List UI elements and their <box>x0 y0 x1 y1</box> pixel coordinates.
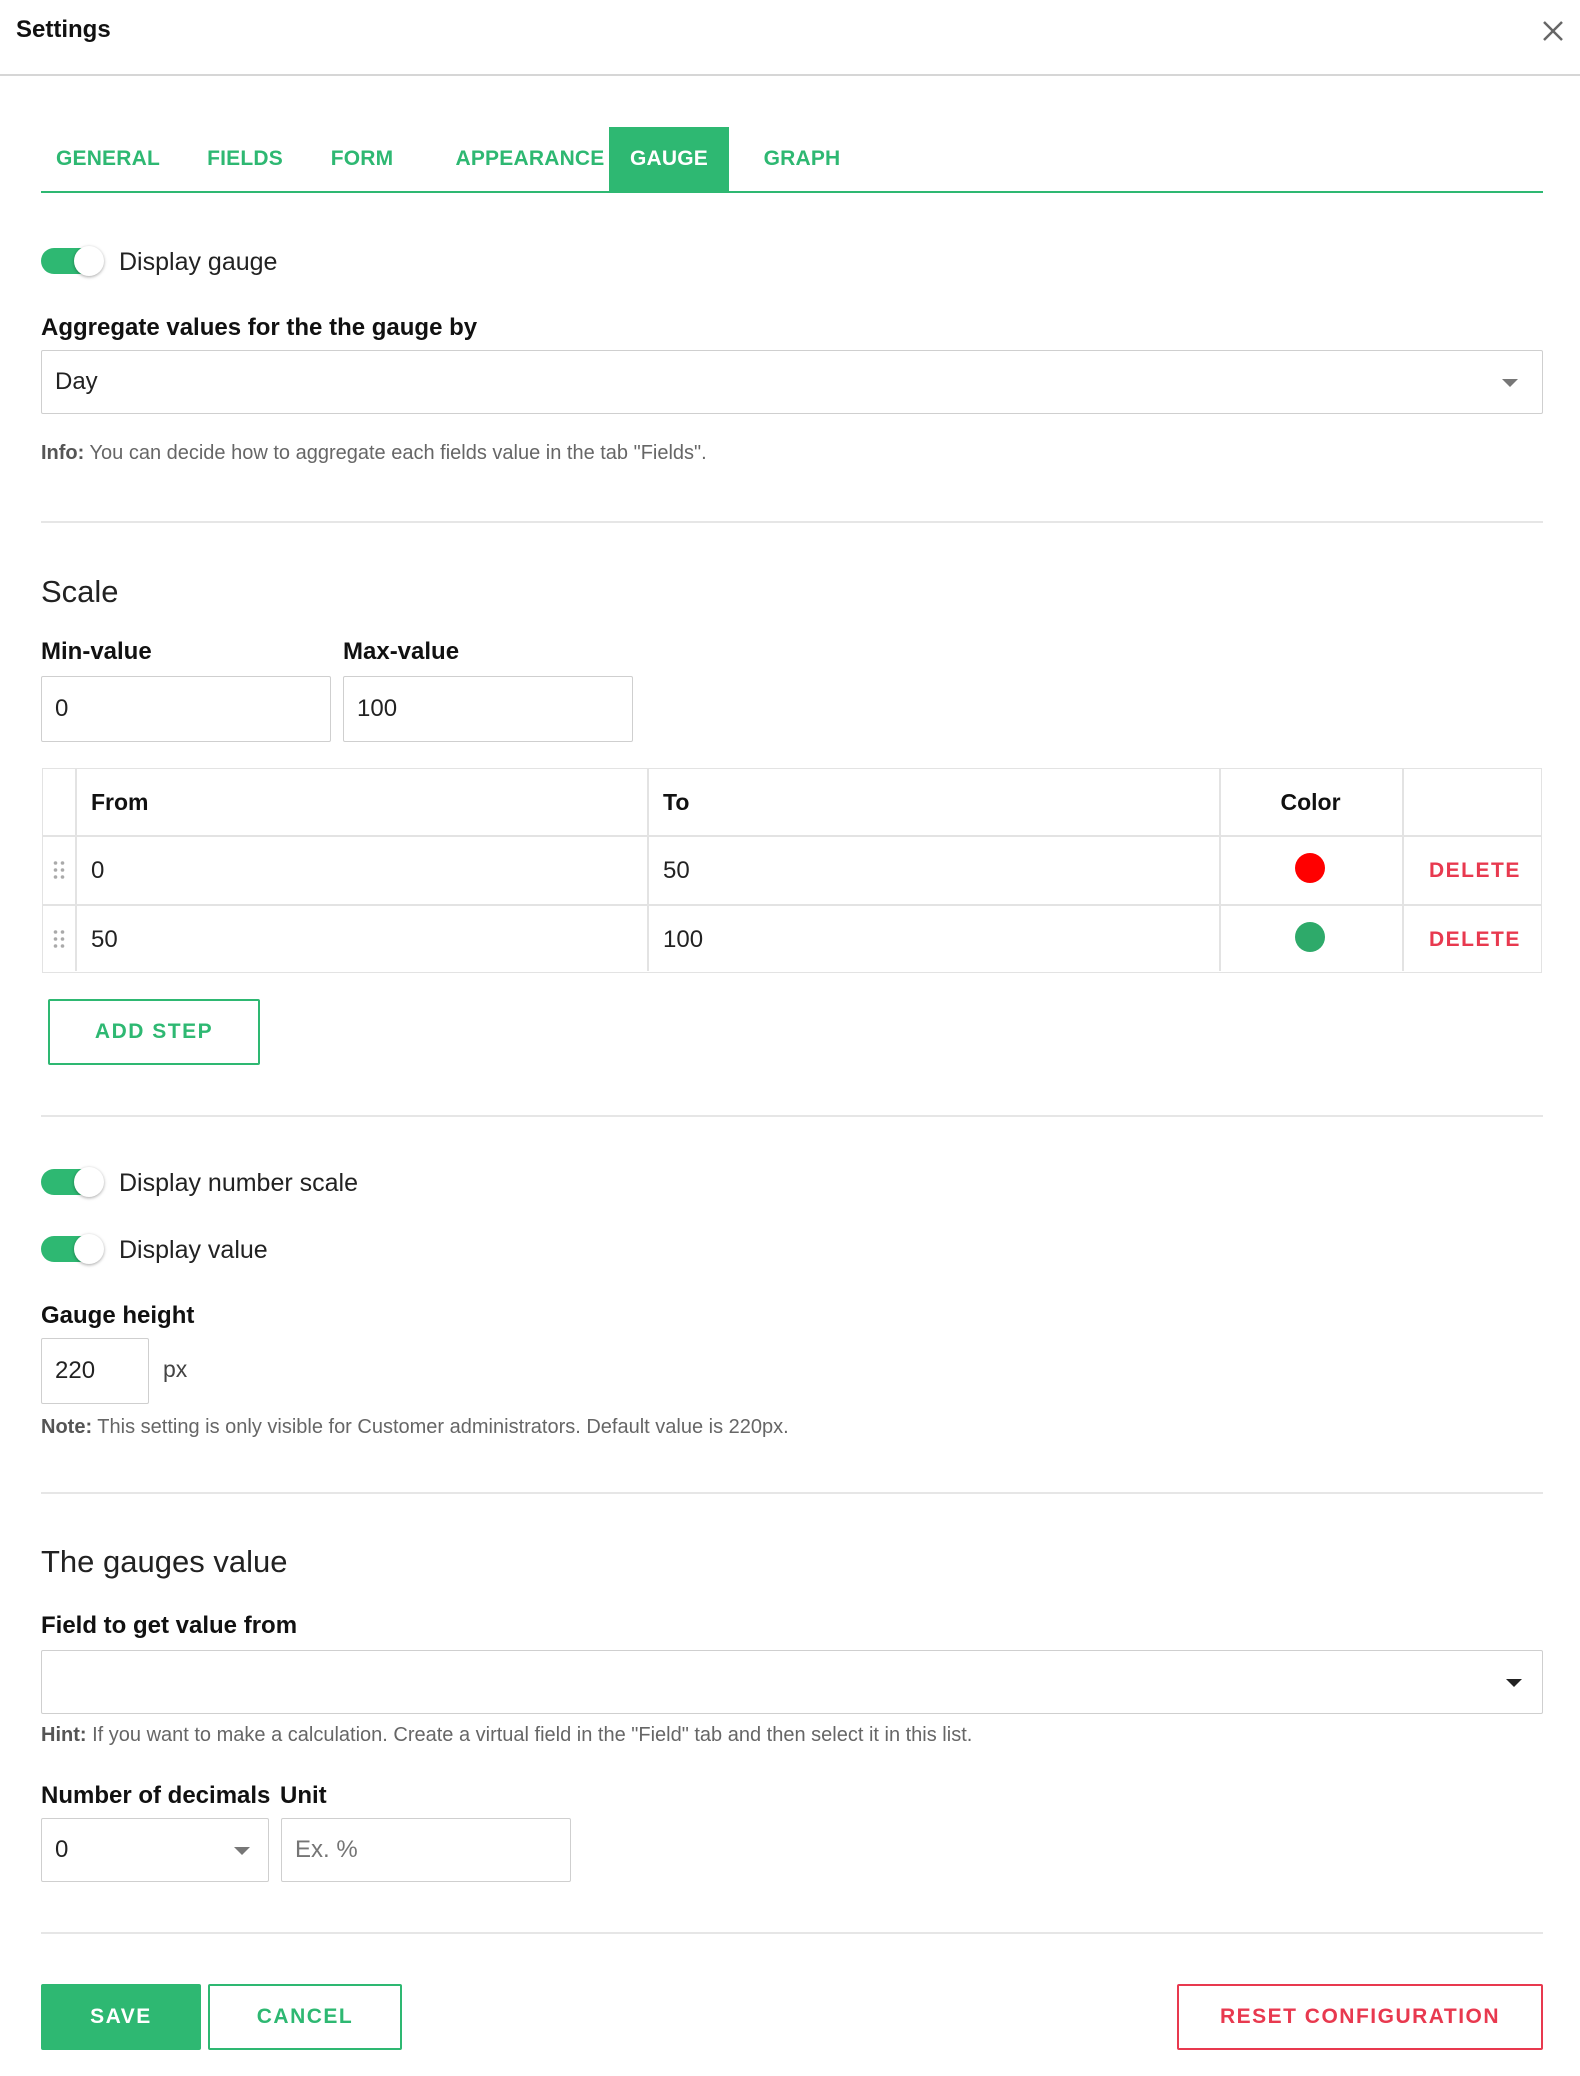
save-button[interactable]: SAVE <box>41 1984 201 2050</box>
step-color-swatch[interactable] <box>1295 853 1325 883</box>
info-prefix: Info: <box>41 442 85 464</box>
tab-general[interactable]: GENERAL <box>55 147 161 170</box>
max-value-input[interactable]: 100 <box>343 676 633 742</box>
info-text: You can decide how to aggregate each fields value in the tab "Fields". <box>84 442 707 464</box>
unit-input[interactable] <box>281 1818 571 1882</box>
field-to-get-value-select[interactable] <box>41 1650 1543 1714</box>
scale-title: Scale <box>41 574 119 609</box>
column-header-from: From <box>91 789 149 815</box>
close-button[interactable] <box>1536 14 1570 48</box>
decimals-select-value: 0 <box>55 1836 69 1863</box>
display-value-label: Display value <box>119 1236 268 1264</box>
number-of-decimals-label: Number of decimals <box>41 1782 271 1809</box>
table-row-divider <box>43 904 1541 906</box>
gauges-value-title: The gauges value <box>41 1544 288 1579</box>
note-prefix: Note: <box>41 1416 93 1438</box>
hint-text: If you want to make a calculation. Create a virtual field in the "Field" tab and then select it in this list. <box>86 1724 973 1746</box>
display-gauge-label: Display gauge <box>119 248 278 276</box>
step-to-value[interactable]: 50 <box>663 857 690 884</box>
tab-form[interactable]: FORM <box>330 147 394 170</box>
chevron-down-icon <box>1506 1679 1522 1687</box>
table-column-divider <box>1402 769 1404 971</box>
tab-fields[interactable]: FIELDS <box>207 147 283 170</box>
drag-handle-icon[interactable] <box>52 860 66 880</box>
add-step-button[interactable]: ADD STEP <box>48 999 260 1065</box>
divider <box>41 1492 1543 1494</box>
chevron-down-icon <box>1502 379 1518 387</box>
aggregate-select-value: Day <box>55 368 98 395</box>
tab-gauge[interactable]: GAUGE <box>609 127 729 191</box>
hint-prefix: Hint: <box>41 1724 87 1746</box>
aggregate-info <box>41 442 707 465</box>
min-value-label: Min-value <box>41 638 152 665</box>
display-number-scale-toggle[interactable] <box>41 1169 103 1195</box>
table-column-divider <box>75 769 77 971</box>
gauge-height-unit: px <box>163 1356 188 1382</box>
delete-step-button[interactable]: DELETE <box>1429 928 1521 951</box>
gauge-height-label: Gauge height <box>41 1302 195 1329</box>
display-number-scale-label: Display number scale <box>119 1169 358 1197</box>
step-color-swatch[interactable] <box>1295 922 1325 952</box>
aggregate-label: Aggregate values for the the gauge by <box>41 314 478 341</box>
column-header-color: Color <box>1280 789 1341 815</box>
tab-graph[interactable]: GRAPH <box>763 147 841 170</box>
delete-step-button[interactable]: DELETE <box>1429 859 1521 882</box>
display-gauge-toggle[interactable] <box>41 248 103 274</box>
divider <box>41 1115 1543 1117</box>
close-icon <box>1536 14 1570 48</box>
table-column-divider <box>647 769 649 971</box>
step-from-value[interactable]: 50 <box>91 926 118 953</box>
unit-label: Unit <box>280 1782 327 1809</box>
aggregate-select[interactable] <box>41 350 1543 414</box>
cancel-button[interactable]: CANCEL <box>208 1984 402 2050</box>
reset-configuration-button[interactable]: RESET CONFIGURATION <box>1177 1984 1543 2050</box>
dialog-title: Settings <box>16 16 111 43</box>
number-of-decimals-select[interactable] <box>41 1818 269 1882</box>
field-to-get-value-label: Field to get value from <box>41 1612 298 1639</box>
step-from-value[interactable]: 0 <box>91 857 105 884</box>
divider <box>41 521 1543 523</box>
note-text: This setting is only visible for Customer administrators. Default value is 220px. <box>92 1416 789 1438</box>
field-hint <box>41 1724 972 1747</box>
step-to-value[interactable]: 100 <box>663 926 704 953</box>
chevron-down-icon <box>234 1847 250 1855</box>
column-header-to: To <box>663 789 690 815</box>
table-row-divider <box>43 835 1541 837</box>
gauge-height-input[interactable]: 220 <box>41 1338 149 1404</box>
scale-steps-table <box>42 768 1542 973</box>
drag-handle-icon[interactable] <box>52 929 66 949</box>
gauge-height-note <box>41 1416 789 1439</box>
divider <box>41 1932 1543 1934</box>
tab-appearance[interactable]: APPEARANCE <box>455 147 605 170</box>
max-value-label: Max-value <box>343 638 460 665</box>
display-value-toggle[interactable] <box>41 1236 103 1262</box>
dialog-header <box>0 0 1580 76</box>
min-value-input[interactable]: 0 <box>41 676 331 742</box>
settings-tabs <box>41 127 1543 193</box>
